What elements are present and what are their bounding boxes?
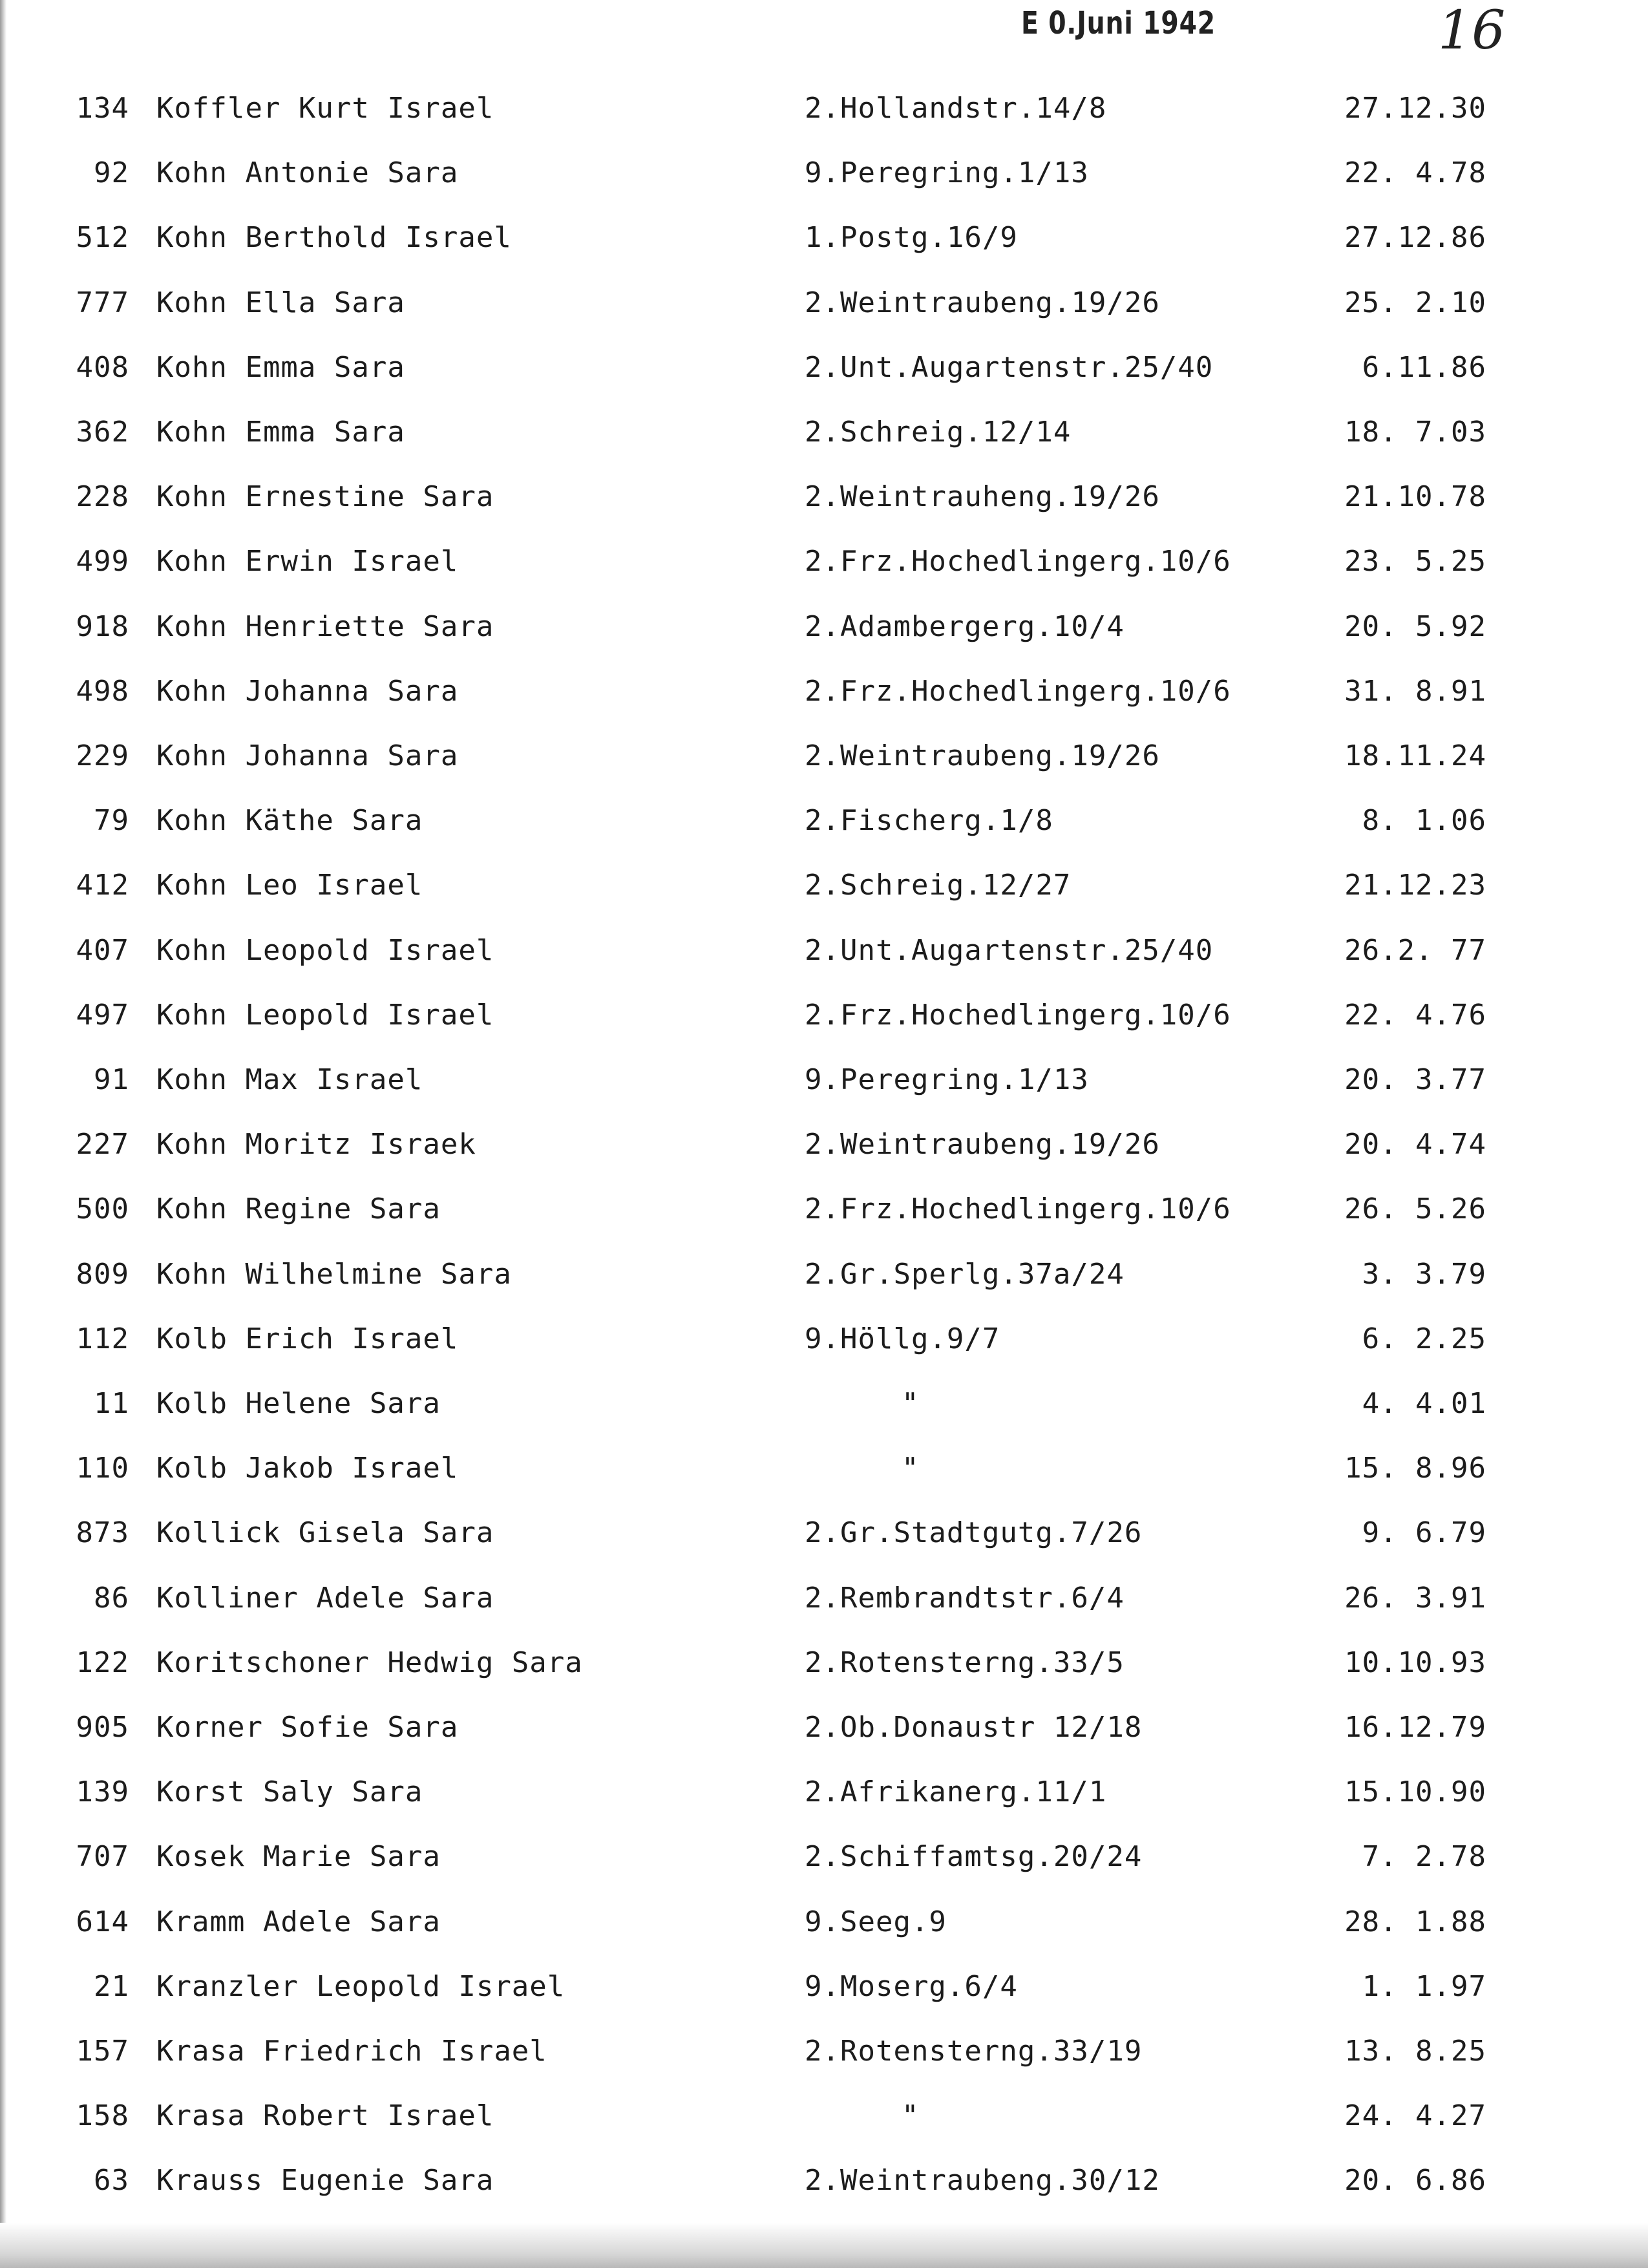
entry-date: 6.11.86: [1362, 350, 1486, 384]
list-item: [0, 997, 1648, 1062]
entry-address: 9.Peregring.1/13: [805, 1063, 1089, 1096]
entry-date: 21.12.23: [1344, 869, 1486, 902]
entry-address: 2.Frz.Hochedlingerg.10/6: [805, 545, 1231, 578]
entry-number: 408: [76, 350, 129, 384]
entry-date: 15. 8.96: [1344, 1452, 1486, 1485]
entry-address: 2.Weintraubeng.19/26: [805, 286, 1160, 319]
entry-date: 18.11.24: [1344, 739, 1486, 772]
entry-number: 229: [76, 739, 129, 772]
list-item: [0, 1515, 1648, 1580]
entry-number: 11: [94, 1387, 129, 1420]
entry-address: 2.Weintraubeng.30/12: [805, 2164, 1160, 2198]
entry-name: Kohn Regine Sara: [156, 1192, 441, 1226]
entry-number: 110: [76, 1452, 129, 1485]
entry-number: 21: [94, 1969, 129, 2003]
entry-name: Kohn Max Israel: [156, 1063, 423, 1096]
list-item: [0, 1256, 1648, 1321]
entry-name: Korner Sofie Sara: [156, 1711, 459, 1744]
entry-date: 26. 3.91: [1344, 1581, 1486, 1615]
entry-date: 16.12.79: [1344, 1711, 1486, 1744]
entry-name: Kohn Moritz Israek: [156, 1128, 476, 1161]
list-item: [0, 933, 1648, 997]
entry-date: 23. 5.25: [1344, 545, 1486, 578]
entry-address: 9.Moserg.6/4: [805, 1969, 1018, 2003]
list-item: [0, 1839, 1648, 1903]
list-item: [0, 2033, 1648, 2098]
entry-date: 20. 5.92: [1344, 609, 1486, 643]
entry-address: 9.Seeg.9: [805, 1905, 947, 1938]
entry-name: Kohn Wilhelmine Sara: [156, 1257, 512, 1291]
entry-name: Kohn Erwin Israel: [156, 545, 459, 578]
entry-date: 31. 8.91: [1344, 674, 1486, 708]
entry-address: 9.Höllg.9/7: [805, 1322, 1000, 1355]
entry-date: 25. 2.10: [1344, 286, 1486, 319]
entry-number: 412: [76, 869, 129, 902]
entry-name: Kolb Jakob Israel: [156, 1452, 459, 1485]
list-item: [0, 1969, 1648, 2033]
list-item: [0, 1191, 1648, 1256]
entry-address: ": [902, 1387, 920, 1420]
scan-edge-bottom: [0, 2223, 1648, 2268]
list-item: [0, 1580, 1648, 1645]
entry-name: Korst Saly Sara: [156, 1775, 423, 1809]
list-item: [0, 1386, 1648, 1450]
entry-name: Kolliner Adele Sara: [156, 1581, 494, 1615]
list-item: [0, 673, 1648, 738]
entry-name: Kohn Johanna Sara: [156, 674, 459, 708]
entry-date: 22. 4.78: [1344, 156, 1486, 190]
entry-date: 4. 4.01: [1362, 1387, 1486, 1420]
entry-date: 7. 2.78: [1362, 1840, 1486, 1874]
list-item: [0, 1645, 1648, 1710]
entry-number: 497: [76, 998, 129, 1032]
entry-name: Kosek Marie Sara: [156, 1840, 441, 1874]
list-item: [0, 1710, 1648, 1774]
list-item: [0, 803, 1648, 867]
entry-date: 28. 1.88: [1344, 1905, 1486, 1938]
entry-number: 157: [76, 2035, 129, 2068]
entry-name: Kohn Ernestine Sara: [156, 480, 494, 514]
entry-name: Kohn Antonie Sara: [156, 156, 459, 190]
entry-date: 10.10.93: [1344, 1646, 1486, 1679]
list-item: [0, 1450, 1648, 1515]
entry-date: 27.12.30: [1344, 92, 1486, 125]
entry-date: 20. 3.77: [1344, 1063, 1486, 1096]
entry-number: 905: [76, 1711, 129, 1744]
entry-number: 777: [76, 286, 129, 319]
entry-name: Koritschoner Hedwig Sara: [156, 1646, 583, 1679]
entry-address: 2.Weintrauheng.19/26: [805, 480, 1160, 514]
list-item: [0, 2098, 1648, 2163]
entry-address: 2.Schreig.12/14: [805, 416, 1072, 449]
entry-date: 22. 4.76: [1344, 998, 1486, 1032]
entry-name: Krasa Friedrich Israel: [156, 2035, 547, 2068]
entry-name: Kolb Helene Sara: [156, 1387, 441, 1420]
entry-name: Kohn Emma Sara: [156, 350, 405, 384]
entry-name: Kohn Johanna Sara: [156, 739, 459, 772]
entry-address: 2.Weintraubeng.19/26: [805, 739, 1160, 772]
list-item: [0, 155, 1648, 220]
entry-address: 2.Unt.Augartenstr.25/40: [805, 350, 1214, 384]
list-item: [0, 285, 1648, 350]
entry-name: Krauss Eugenie Sara: [156, 2164, 494, 2198]
list-item: [0, 479, 1648, 544]
entry-number: 63: [94, 2164, 129, 2198]
entry-name: Kranzler Leopold Israel: [156, 1969, 565, 2003]
list-item: [0, 220, 1648, 284]
list-item: [0, 414, 1648, 479]
entry-name: Kohn Leopold Israel: [156, 998, 494, 1032]
entry-name: Kohn Leopold Israel: [156, 933, 494, 967]
list-item: [0, 350, 1648, 414]
entry-date: 6. 2.25: [1362, 1322, 1486, 1355]
entry-number: 158: [76, 2099, 129, 2133]
entry-number: 407: [76, 933, 129, 967]
entry-address: 2.Frz.Hochedlingerg.10/6: [805, 998, 1231, 1032]
entry-number: 512: [76, 221, 129, 255]
entry-number: 614: [76, 1905, 129, 1938]
entry-date: 21.10.78: [1344, 480, 1486, 514]
entry-name: Koffler Kurt Israel: [156, 92, 494, 125]
entry-address: 2.Afrikanerg.11/1: [805, 1775, 1107, 1809]
entry-address: 2.Rotensterng.33/19: [805, 2035, 1143, 2068]
entry-name: Kohn Berthold Israel: [156, 221, 512, 255]
entry-number: 707: [76, 1840, 129, 1874]
entry-date: 8. 1.06: [1362, 804, 1486, 838]
entry-number: 228: [76, 480, 129, 514]
entry-number: 918: [76, 609, 129, 643]
entry-address: 2.Frz.Hochedlingerg.10/6: [805, 674, 1231, 708]
list-item: [0, 1904, 1648, 1969]
entry-address: 2.Adambergerg.10/4: [805, 609, 1125, 643]
entry-date: 3. 3.79: [1362, 1257, 1486, 1291]
entry-address: 2.Weintraubeng.19/26: [805, 1128, 1160, 1161]
entry-number: 498: [76, 674, 129, 708]
entry-date: 18. 7.03: [1344, 416, 1486, 449]
entry-number: 873: [76, 1516, 129, 1550]
entry-date: 15.10.90: [1344, 1775, 1486, 1809]
entry-number: 500: [76, 1192, 129, 1226]
entry-number: 79: [94, 804, 129, 838]
list-item: [0, 1127, 1648, 1191]
entry-date: 24. 4.27: [1344, 2099, 1486, 2133]
entry-date: 13. 8.25: [1344, 2035, 1486, 2068]
entry-date: 27.12.86: [1344, 221, 1486, 255]
entry-address: 2.Fischerg.1/8: [805, 804, 1053, 838]
list-item: [0, 544, 1648, 608]
date-stamp: E 0.Juni 1942: [1021, 5, 1216, 41]
entry-address: 2.Unt.Augartenstr.25/40: [805, 933, 1214, 967]
entry-name: Kohn Käthe Sara: [156, 804, 423, 838]
list-item: [0, 2163, 1648, 2227]
entry-number: 809: [76, 1257, 129, 1291]
entry-number: 86: [94, 1581, 129, 1615]
entry-address: 2.Schiffamtsg.20/24: [805, 1840, 1143, 1874]
entry-address: 2.Schreig.12/27: [805, 869, 1072, 902]
entry-name: Kohn Ella Sara: [156, 286, 405, 319]
entry-address: 9.Peregring.1/13: [805, 156, 1089, 190]
entry-address: 2.Ob.Donaustr 12/18: [805, 1711, 1143, 1744]
list-item: [0, 738, 1648, 803]
entry-name: Kolb Erich Israel: [156, 1322, 459, 1355]
entry-address: 2.Gr.Stadtgutg.7/26: [805, 1516, 1143, 1550]
entry-number: 362: [76, 416, 129, 449]
list-item: [0, 609, 1648, 673]
entry-name: Kohn Emma Sara: [156, 416, 405, 449]
entry-address: 1.Postg.16/9: [805, 221, 1018, 255]
entry-name: Kohn Leo Israel: [156, 869, 423, 902]
entry-number: 91: [94, 1063, 129, 1096]
page-number: 16: [1438, 0, 1506, 61]
entry-date: 26. 5.26: [1344, 1192, 1486, 1226]
entry-address: 2.Hollandstr.14/8: [805, 92, 1107, 125]
entry-address: 2.Rotensterng.33/5: [805, 1646, 1125, 1679]
list-item: [0, 867, 1648, 932]
entry-date: 9. 6.79: [1362, 1516, 1486, 1550]
entry-address: 2.Frz.Hochedlingerg.10/6: [805, 1192, 1231, 1226]
entry-number: 134: [76, 92, 129, 125]
entry-number: 122: [76, 1646, 129, 1679]
entry-number: 499: [76, 545, 129, 578]
entry-name: Kohn Henriette Sara: [156, 609, 494, 643]
entry-number: 227: [76, 1128, 129, 1161]
list-item: [0, 1774, 1648, 1839]
list-item: [0, 1321, 1648, 1386]
entry-address: ": [902, 1452, 920, 1485]
entry-number: 92: [94, 156, 129, 190]
entry-address: 2.Rembrandtstr.6/4: [805, 1581, 1125, 1615]
list-item: [0, 90, 1648, 155]
entry-date: 26.2. 77: [1344, 933, 1486, 967]
entry-date: 20. 6.86: [1344, 2164, 1486, 2198]
entry-date: 1. 1.97: [1362, 1969, 1486, 2003]
entry-address: ": [902, 2099, 920, 2133]
entry-number: 112: [76, 1322, 129, 1355]
entry-name: Kollick Gisela Sara: [156, 1516, 494, 1550]
entry-date: 20. 4.74: [1344, 1128, 1486, 1161]
list-item: [0, 1062, 1648, 1127]
entry-name: Krasa Robert Israel: [156, 2099, 494, 2133]
entry-address: 2.Gr.Sperlg.37a/24: [805, 1257, 1125, 1291]
entry-number: 139: [76, 1775, 129, 1809]
entry-name: Kramm Adele Sara: [156, 1905, 441, 1938]
